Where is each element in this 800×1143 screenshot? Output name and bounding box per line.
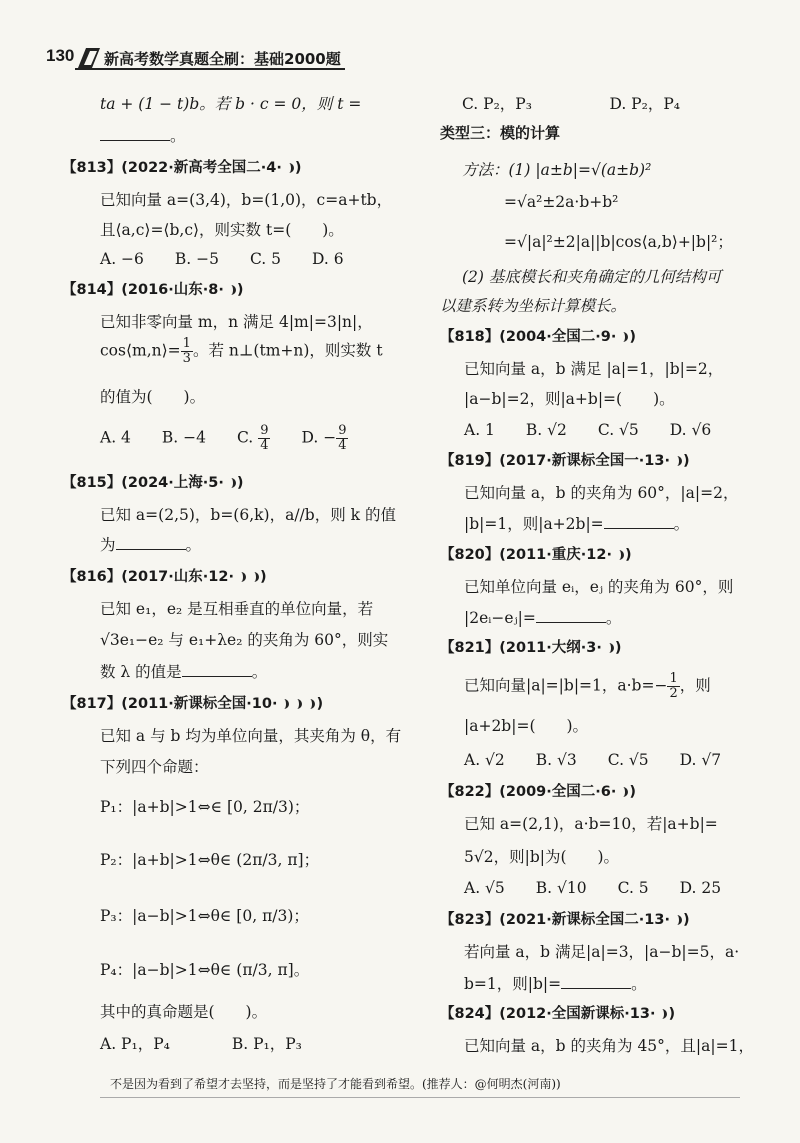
text-line: |a+2b|=( )。 [464,717,589,735]
text-line: 的值为( )。 [100,388,206,406]
section-title: 类型三：模的计算 [440,124,561,142]
text-line: √3e₁−e₂ 与 e₁+λe₂ 的夹角为 60°，则实 [100,631,389,649]
answer-blank [100,126,170,141]
question-816: 【816】(2017·山东·12· ) [62,569,267,585]
text-line: 且⟨a,c⟩=⟨b,c⟩，则实数 t=( )。 [100,221,344,239]
proposition-p2: P₂：|a+b|>1⇔θ∈ (2π/3, π]； [100,851,320,869]
answer-blank [604,514,674,529]
method-line: (2) 基底模长和夹角确定的几何结构可 [462,268,722,286]
difficulty-icon [248,572,259,582]
difficulty-icon [613,550,624,560]
text-line: b=1，则|b|= 。 [464,975,647,993]
text-line: 为 。 [100,536,202,554]
method-line: 方法：(1) |a±b|=√(a±b)² [462,161,652,179]
question-817: 【817】(2011·新课标全国·10· ) [62,696,324,712]
difficulty-icon [603,643,614,653]
answer-blank [182,662,252,677]
text-line: 已知非零向量 m，n 满足 4|m|=3|n|， [100,313,373,331]
text-line: 已知向量 a，b 满足 |a|=1，|b|=2， [464,360,724,378]
text-line: |b|=1，则|a+2b|= 。 [464,515,690,533]
difficulty-icon [617,332,628,342]
fraction: $\frac{9}{4}$ [260,423,269,453]
method-line: 以建系转为坐标计算模长。 [440,297,627,315]
question-823: 【823】(2021·新课标全国二·13· ) [440,912,690,928]
difficulty-icon [656,1009,667,1019]
text-line: 已知 a=(2,1)，a·b=10，若|a+b|= [464,815,718,833]
question-818: 【818】(2004·全国二·9· ) [440,329,637,345]
text-line: 已知向量 a，b 的夹角为 60°，|a|=2， [464,484,739,502]
text-line: 已知向量|a|=|b|=1，a·b=− $\frac{1}{2}$ ，则 [464,671,711,701]
method-line: =√a²±2a·b+b² [504,193,619,211]
options-821: A. √2 B. √3 C. √5 D. √7 [464,751,722,769]
options-817: A. P₁，P₄ B. P₁，P₃ [100,1035,302,1053]
question-821: 【821】(2011·大纲·3· ) [440,640,622,656]
options-822: A. √5 B. √10 C. 5 D. 25 [464,879,722,897]
question-822: 【822】(2009·全国二·6· ) [440,784,637,800]
text-line: 其中的真命题是( )。 [100,1003,268,1021]
difficulty-icon [291,699,302,709]
proposition-p4: P₄：|a−b|>1⇔θ∈ (π/3, π]。 [100,961,310,979]
difficulty-icon [671,915,682,925]
options-818: A. 1 B. √2 C. √5 D. √6 [464,421,712,439]
footer-rule [100,1097,740,1098]
fraction: $\frac{9}{4}$ [338,423,347,453]
text-line: 5√2，则|b|为( )。 [464,848,620,866]
question-813: 【813】(2022·新高考全国二·4· ) [62,160,302,176]
options-817-cont: C. P₂，P₃ D. P₂，P₄ [462,95,680,113]
options-814: A. 4 B. −4 C. $\frac{9}{4}$ D. − $\frac{9}{4}$ [100,423,347,453]
question-820: 【820】(2011·重庆·12· ) [440,547,632,563]
proposition-p3: P₃：|a−b|>1⇔θ∈ [0, π/3)； [100,907,309,925]
difficulty-icon [671,456,682,466]
difficulty-icon [235,572,246,582]
answer-blank [116,535,186,550]
page-number: 130 [46,46,75,65]
text-line: 若向量 a，b 满足|a|=3，|a−b|=5，a· [464,943,740,961]
proposition-p1: P₁：|a+b|>1⇔∈ [0, 2π/3)； [100,798,310,816]
options-813: A. −6 B. −5 C. 5 D. 6 [100,250,344,268]
text-line: |a−b|=2，则|a+b|=( )。 [464,390,675,408]
text-line: 数 λ 的值是 。 [100,663,268,681]
footer-quote: 不是因为看到了希望才去坚持，而是坚持了才能看到希望。(推荐人：@何明杰(河南)) [110,1077,561,1091]
difficulty-icon [225,285,236,295]
text-line: ta + (1 − t)b。若 b · c = 0，则 t = [100,95,362,113]
answer-line: 。 [100,124,186,146]
text-line: |2eᵢ−eⱼ|= 。 [464,609,622,627]
question-815: 【815】(2024·上海·5· ) [62,475,244,491]
question-819: 【819】(2017·新课标全国一·13· ) [440,453,690,469]
text-line: 已知向量 a=(3,4)，b=(1,0)，c=a+tb， [100,191,393,209]
book-title: 新高考数学真题全刷：基础2000题 [104,50,341,68]
fraction: $\frac{1}{2}$ [669,671,678,701]
answer-blank [561,974,631,989]
text-line: 下列四个命题： [100,758,209,776]
question-814: 【814】(2016·山东·8· ) [62,282,244,298]
difficulty-icon [278,699,289,709]
difficulty-icon [283,163,294,173]
fraction: $\frac{1}{3}$ [182,336,191,366]
difficulty-icon [304,699,315,709]
text-line: 已知 a 与 b 均为单位向量，其夹角为 θ，有 [100,727,402,745]
text-line: 已知 e₁，e₂ 是互相垂直的单位向量，若 [100,600,374,618]
difficulty-icon [225,478,236,488]
difficulty-icon [617,787,628,797]
answer-blank [536,608,606,623]
text-line: 已知单位向量 eᵢ，eⱼ 的夹角为 60°，则 [464,578,734,596]
header-slash-icon [78,48,100,68]
text-line: 已知向量 a，b 的夹角为 45°，且|a|=1， [464,1037,754,1055]
header-rule [75,68,345,70]
method-line: =√|a|²±2|a||b|cos⟨a,b⟩+|b|²； [504,233,733,251]
question-824: 【824】(2012·全国新课标·13· ) [440,1006,676,1022]
text-line: cos⟨m,n⟩= $\frac{1}{3}$ 。若 n⊥(tm+n)，则实数 t [100,336,383,366]
text-line: 已知 a=(2,5)，b=(6,k)，a//b，则 k 的值 [100,506,396,524]
